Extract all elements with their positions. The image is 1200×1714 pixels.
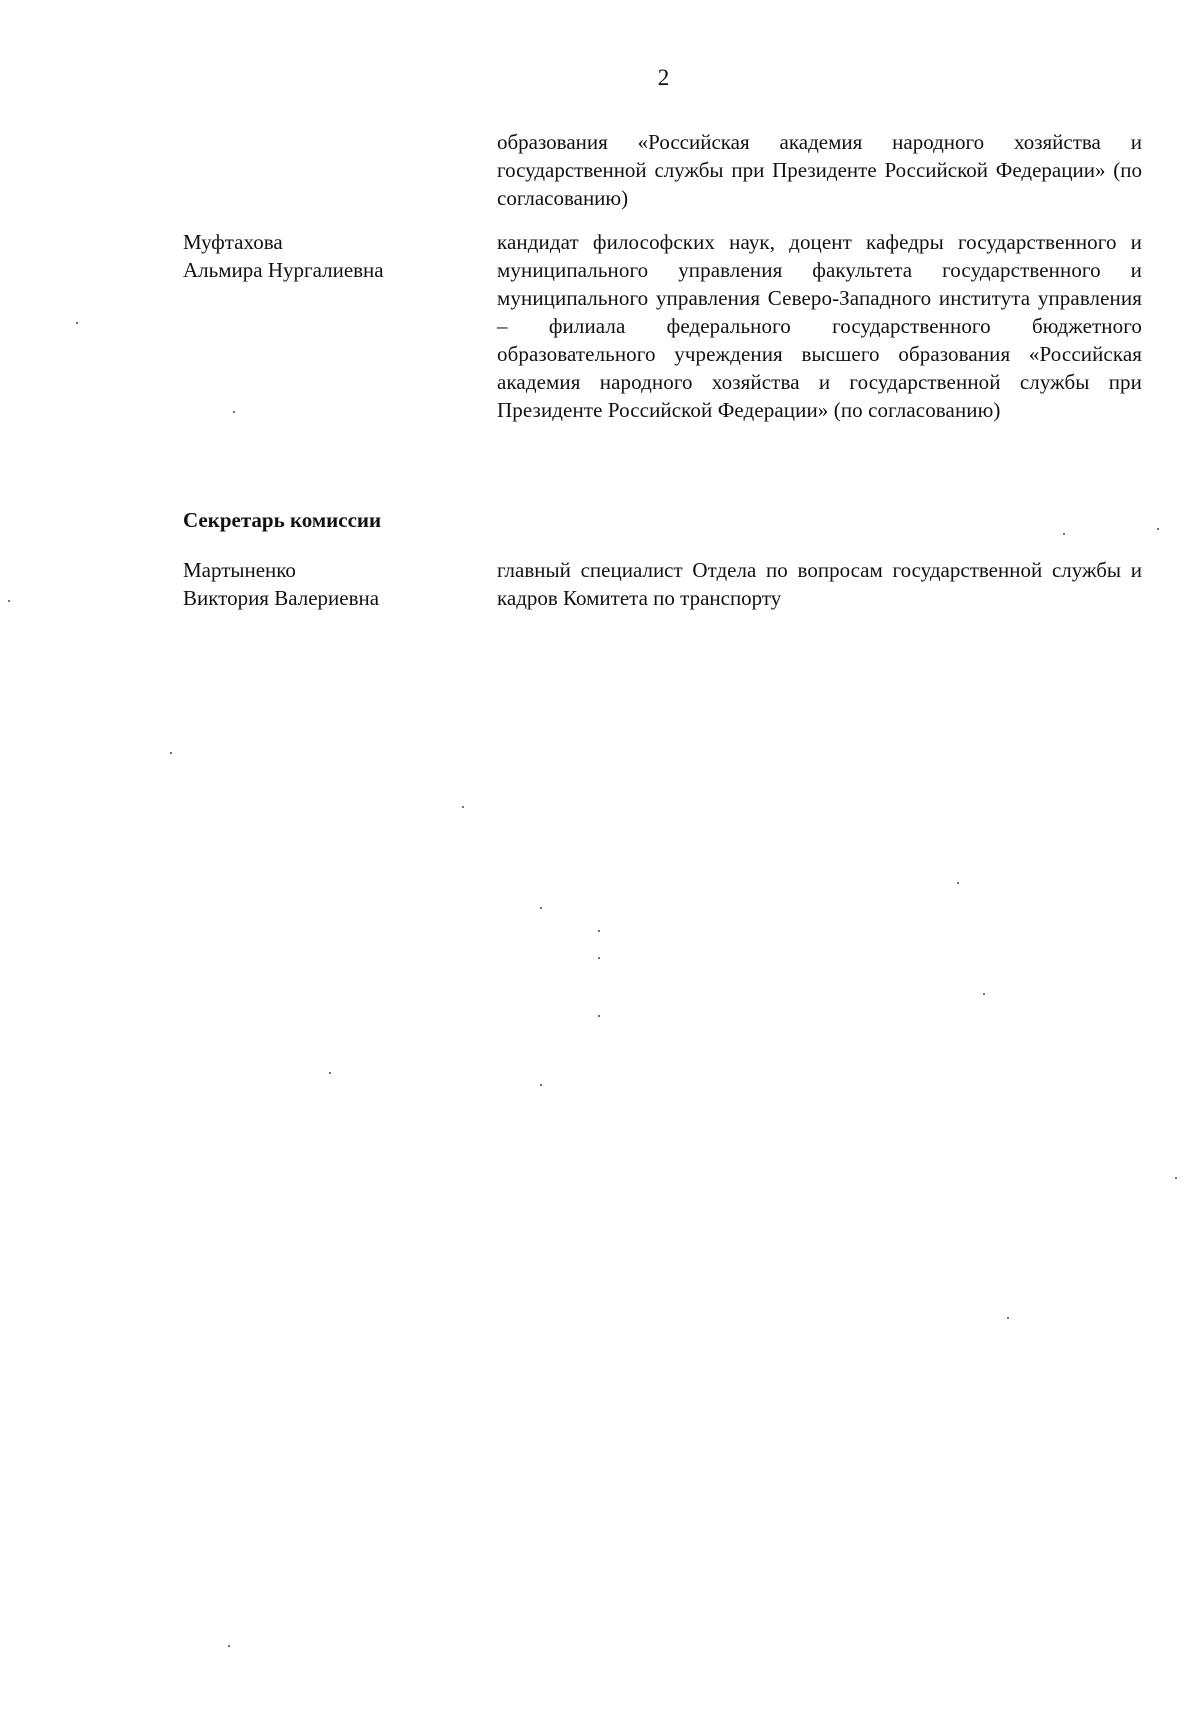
member-given-names: Виктория Валериевна [183, 586, 380, 610]
scan-speck [1007, 1317, 1009, 1319]
scan-speck [170, 752, 172, 754]
scan-speck [233, 411, 235, 413]
scan-speck [983, 993, 985, 995]
scan-speck [598, 957, 600, 959]
member-given-names: Альмира Нургалиевна [183, 258, 384, 282]
page-number: 2 [657, 65, 670, 90]
secretary-heading: Секретарь комиссии [183, 508, 382, 532]
scan-speck [76, 322, 78, 324]
member-description: кандидат философских наук, доцент кафедры государственного и муниципального управления факультета государственного и муниципального управления Северо-Западного института управления – филиала федерального государственного бюджетного образовательного учреждения высшего образования «Российская академия народного хозяйства и государственной службы при Президенте Российской Федерации» (по согласованию) [497, 230, 1142, 422]
scan-speck [957, 882, 959, 884]
scan-speck [540, 907, 542, 909]
member-surname: Муфтахова [183, 230, 283, 254]
scan-speck [1063, 533, 1065, 535]
member-surname: Мартыненко [183, 558, 296, 582]
member-name [183, 556, 453, 612]
scan-speck [598, 930, 600, 932]
scan-speck [540, 1084, 542, 1086]
scan-speck [462, 806, 464, 808]
member-description: образования «Российская академия народного хозяйства и государственной службы при Президенте Российской Федерации» (по согласованию) [497, 130, 1142, 210]
scan-speck [1175, 1177, 1177, 1179]
scan-speck [8, 600, 10, 602]
member-name [183, 228, 453, 284]
scan-speck [1157, 528, 1159, 530]
member-description: главный специалист Отдела по вопросам государственной службы и кадров Комитета по транспорту [497, 558, 1142, 610]
scan-speck [228, 1645, 230, 1647]
scan-speck [329, 1072, 331, 1074]
scan-speck [598, 1015, 600, 1017]
